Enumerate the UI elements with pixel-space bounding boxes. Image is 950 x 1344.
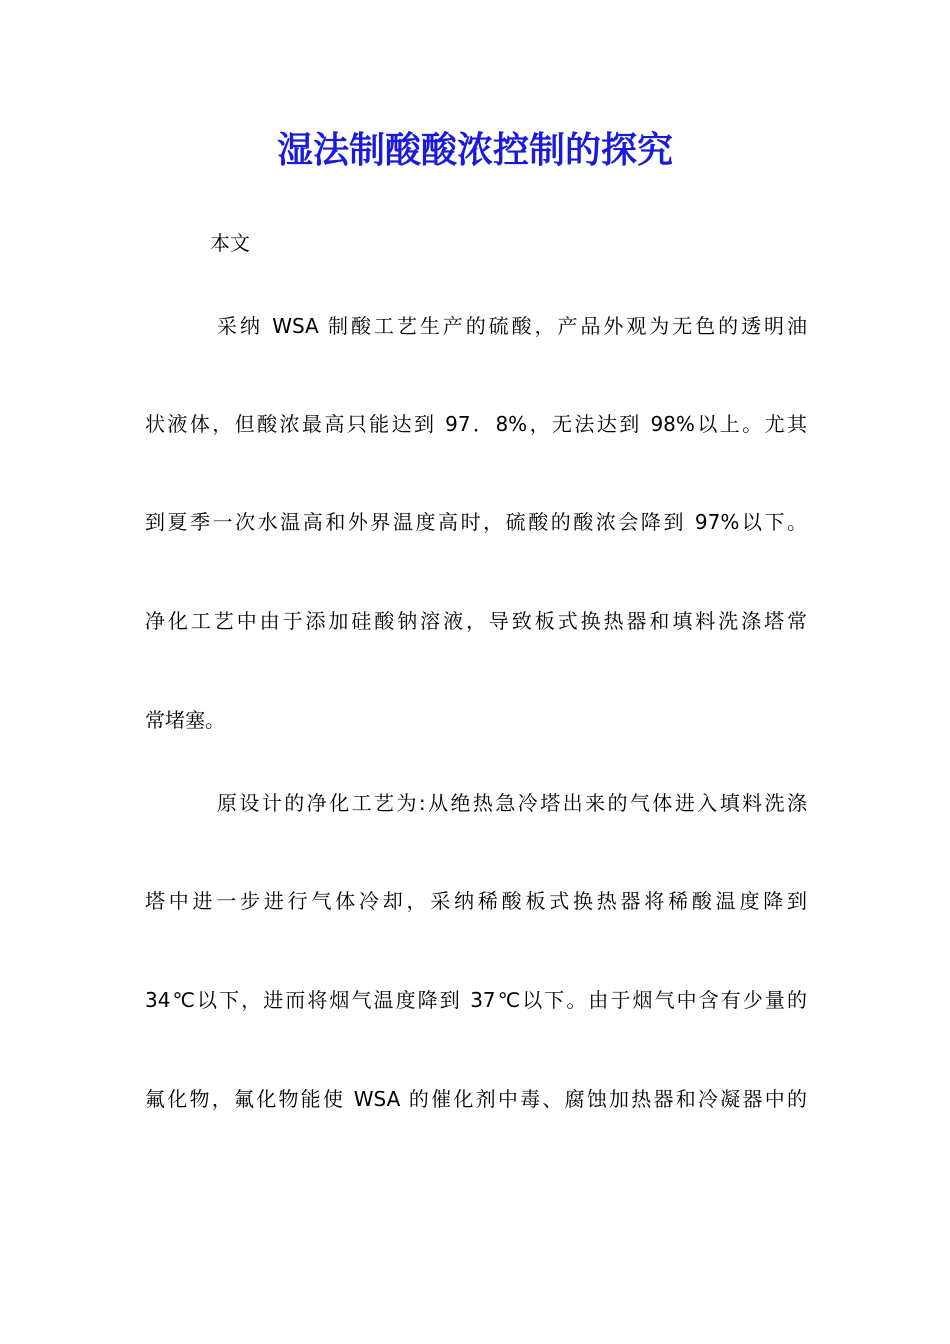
paragraph-line: 原设计的净化工艺为:从绝热急冷塔出来的气体进入填料洗涤: [217, 791, 807, 815]
paragraph-line: 常堵塞。: [145, 708, 225, 732]
paragraph-line: 净化工艺中由于添加硅酸钠溶液，导致板式换热器和填料洗涤塔常: [145, 609, 807, 633]
paragraph-line: 到夏季一次水温高和外界温度高时，硫酸的酸浓会降到 97%以下。: [145, 510, 807, 534]
byline: 本文: [210, 231, 250, 255]
paragraph-line: 塔中进一步进行气体冷却，采纳稀酸板式换热器将稀酸温度降到: [145, 889, 807, 913]
paragraph-line: 34℃以下，进而将烟气温度降到 37℃以下。由于烟气中含有少量的: [145, 988, 807, 1012]
paragraph-line: 采纳 WSA 制酸工艺生产的硫酸，产品外观为无色的透明油: [217, 314, 807, 338]
paragraph-line: 状液体，但酸浓最高只能达到 97．8%，无法达到 98%以上。尤其: [145, 412, 807, 436]
paragraph-line: 氟化物，氟化物能使 WSA 的催化剂中毒、腐蚀加热器和冷凝器中的: [145, 1087, 807, 1111]
document-title: 湿法制酸酸浓控制的探究: [276, 129, 673, 171]
